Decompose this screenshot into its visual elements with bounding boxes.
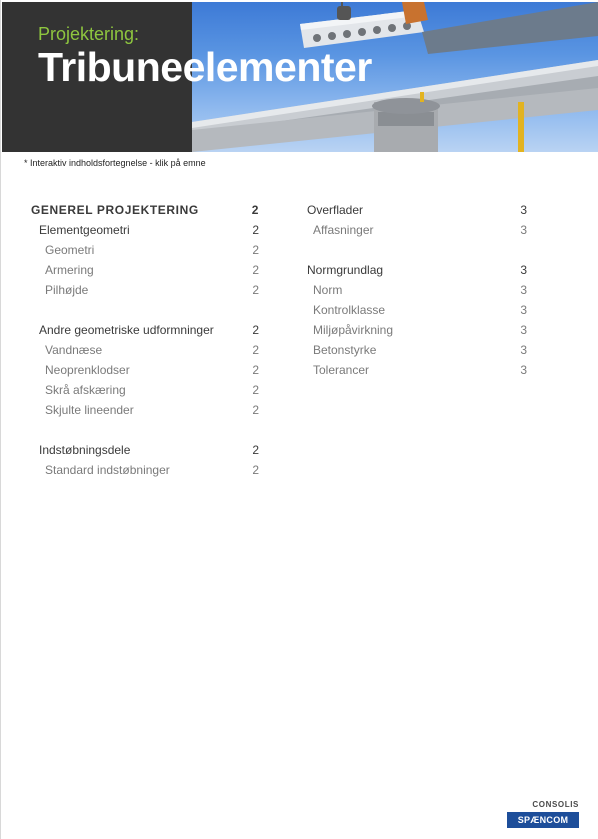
header-title: Tribuneelementer (38, 44, 372, 90)
header-banner (2, 2, 598, 152)
toc-label: Betonstyrke (313, 343, 377, 357)
toc-item-neoprenklodser[interactable] (31, 360, 259, 380)
toc-label: Pilhøjde (45, 283, 89, 297)
toc-label: Andre geometriske udformninger (39, 323, 214, 337)
toc-page: 2 (252, 283, 259, 297)
toc-item-standard-indstobninger[interactable] (31, 460, 259, 480)
toc-page: 2 (252, 263, 259, 277)
toc-page: 3 (520, 303, 527, 317)
page-border (0, 0, 1, 839)
toc-page: 3 (520, 283, 527, 297)
toc-label: Kontrolklasse (313, 303, 386, 317)
toc-label: Vandnæse (45, 343, 103, 357)
toc-page: 3 (520, 223, 527, 237)
toc-page: 3 (520, 323, 527, 337)
toc-item-pilhojde[interactable] (31, 280, 259, 300)
toc-page: 3 (520, 203, 527, 217)
toc-label: Neoprenklodser (45, 363, 130, 377)
toc-item-skraa-afskaering[interactable] (31, 380, 259, 400)
toc-label: Tolerancer (313, 363, 370, 377)
toc-label: GENEREL PROJEKTERING (31, 203, 199, 217)
toc-page: 2 (252, 243, 259, 257)
toc-item-vandnaese[interactable] (31, 340, 259, 360)
toc-item-generel-projektering[interactable] (31, 200, 259, 220)
toc-label: Norm (313, 283, 343, 297)
logo-spaencom-box: SPÆNCOM (507, 812, 579, 828)
toc-item-miljopavirkning[interactable] (307, 320, 527, 340)
toc-label: Skjulte lineender (45, 403, 134, 417)
toc-page: 2 (251, 203, 259, 217)
toc-left-column (31, 200, 259, 480)
toc-item-geometri[interactable] (31, 240, 259, 260)
toc-item-armering[interactable] (31, 260, 259, 280)
toc-label: Armering (45, 263, 94, 277)
toc-page: 2 (252, 443, 259, 457)
toc-item-kontrolklasse[interactable] (307, 300, 527, 320)
toc-item-tolerancer[interactable] (307, 360, 527, 380)
toc-page: 2 (252, 223, 259, 237)
toc-label: Indstøbningsdele (39, 443, 131, 457)
toc-gap (31, 420, 259, 440)
toc-item-skjulte-lineender[interactable] (31, 400, 259, 420)
consolis-spaencom-logo (507, 800, 579, 828)
toc-label: Normgrundlag (307, 263, 384, 277)
toc-gap (31, 300, 259, 320)
toc-item-elementgeometri[interactable] (31, 220, 259, 240)
toc-page: 3 (520, 363, 527, 377)
toc-item-andre-geometriske-udformninger[interactable] (31, 320, 259, 340)
toc-page: 2 (252, 343, 259, 357)
toc-label: Overflader (307, 203, 364, 217)
toc-item-indstobningsdele[interactable] (31, 440, 259, 460)
toc-right-column (307, 200, 527, 380)
toc-label: Affasninger (313, 223, 374, 237)
toc-label: Elementgeometri (39, 223, 130, 237)
header-subtitle: Projektering: (38, 24, 140, 44)
toc-page: 3 (520, 343, 527, 357)
toc-page: 2 (252, 323, 259, 337)
toc-item-normgrundlag[interactable] (307, 260, 527, 280)
toc-label: Geometri (45, 243, 95, 257)
toc-label: Skrå afskæring (45, 383, 126, 397)
toc-note: * Interaktiv indholdsfortegnelse - klik på emne (24, 158, 206, 168)
toc-item-overflader[interactable] (307, 200, 527, 220)
toc-page: 2 (252, 463, 259, 477)
toc-item-norm[interactable] (307, 280, 527, 300)
toc-page: 2 (252, 383, 259, 397)
toc-gap (307, 240, 527, 260)
toc-label: Standard indstøbninger (45, 463, 170, 477)
toc-label: Miljøpåvirkning (313, 323, 394, 337)
toc-item-affasninger[interactable] (307, 220, 527, 240)
logo-consolis-text: CONSOLIS (532, 800, 579, 809)
toc-page: 2 (252, 363, 259, 377)
toc-item-betonstyrke[interactable] (307, 340, 527, 360)
toc-page: 2 (252, 403, 259, 417)
toc-page: 3 (520, 263, 527, 277)
